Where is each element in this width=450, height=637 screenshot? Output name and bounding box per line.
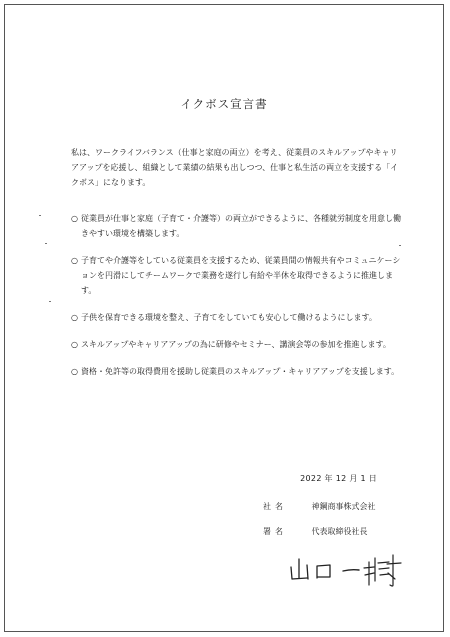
pledge-text: 子供を保育できる環境を整え、子育てをしていても安心して働けるようにします。 xyxy=(81,313,377,322)
scan-speck xyxy=(45,243,47,244)
pledge-text: 子育てや介護等をしている従業員を支援するため、従業員間の情報共有やコミュニケーションを円滑にしてチームワークで業務を遂行し有給や半休を取得できるように推進します。 xyxy=(81,256,401,295)
pledge-list xyxy=(71,211,401,391)
pledge-text: スキルアップやキャリアアップの為に研修やセミナー、講演会等の参加を推進します。 xyxy=(81,340,391,349)
pledge-item xyxy=(71,211,401,241)
pledge-item xyxy=(71,253,401,298)
document-date: 2022 年 12 月 1 日 xyxy=(300,474,377,483)
representative-row xyxy=(263,526,368,537)
representative-label: 署名 xyxy=(263,527,287,536)
bullet-circle: ○ xyxy=(71,340,78,349)
pledge-text: 従業員が仕事と家庭（子育て・介護等）の両立ができるように、各種就労制度を用意し働きやすい環境を構築します。 xyxy=(81,214,401,238)
bullet-circle: ○ xyxy=(71,256,78,265)
pledge-item xyxy=(71,337,401,352)
company-row xyxy=(263,501,376,512)
bullet-circle: ○ xyxy=(71,214,78,223)
handwritten-signature xyxy=(285,549,415,589)
company-name: 神鋼商事株式会社 xyxy=(311,502,376,511)
document-title: イクボス宣言書 xyxy=(180,97,268,111)
bullet-circle: ○ xyxy=(71,367,78,376)
scan-speck xyxy=(39,215,41,216)
pledge-item xyxy=(71,364,401,379)
company-label: 社名 xyxy=(263,502,287,511)
pledge-text: 資格・免許等の取得費用を援助し従業員のスキルアップ・キャリアアップを支援します。 xyxy=(81,367,400,376)
representative-title: 代表取締役社長 xyxy=(311,527,368,536)
document-page xyxy=(4,4,444,632)
scan-speck xyxy=(399,245,401,246)
bullet-circle: ○ xyxy=(71,313,78,322)
scan-speck xyxy=(49,301,51,302)
intro-paragraph: 私は、ワークライフバランス（仕事と家庭の両立）を考え、従業員のスキルアップやキャリアアップを応援し、組織として業績の結果も出しつつ、仕事と私生活の両立を支援する「イクボス」になります。 xyxy=(71,148,399,187)
pledge-item xyxy=(71,310,401,325)
